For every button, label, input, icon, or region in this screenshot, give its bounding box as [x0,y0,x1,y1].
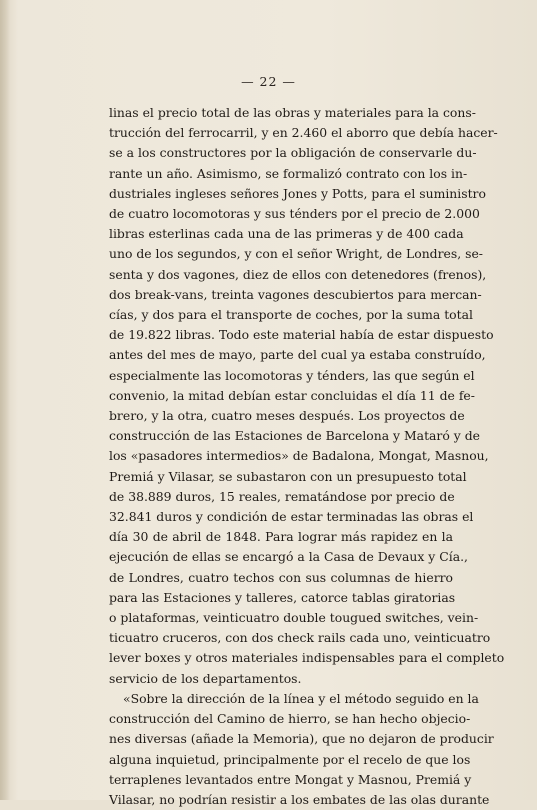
text-line: cías, y dos para el transporte de coches, por la suma total [109,307,473,323]
text-line: de 19.822 libras. Todo este material había de estar dispuesto [109,327,494,343]
text-line: servicio de los departamentos. [109,670,302,686]
text-line: se a los constructores por la obligación de conservarle du- [109,145,477,161]
page-number: — 22 — [241,74,296,89]
text-line: Vilasar, no podrían resistir a los embates de las olas durante [109,791,490,807]
page-gutter-shadow [0,0,10,800]
text-line: trucción del ferrocarril, y en 2.460 el aborro que debía hacer- [109,125,498,141]
text-line: terraplenes levantados entre Mongat y Masnou, Premiá y [109,771,472,787]
text-line: de Londres, cuatro techos con sus columnas de hierro [109,569,453,585]
text-line: de 38.889 duros, 15 reales, rematándose por precio de [109,488,455,504]
text-line: lever boxes y otros materiales indispensables para el completo [109,650,505,666]
text-line: construcción del Camino de hierro, se han hecho objecio- [109,711,471,727]
text-line: brero, y la otra, cuatro meses después. Los proyectos de [109,408,465,424]
text-line: construcción de las Estaciones de Barcelona y Mataró y de [109,428,480,444]
text-line: antes del mes de mayo, parte del cual ya estaba construído, [109,347,486,363]
text-line: día 30 de abril de 1848. Para lograr más rapidez en la [109,529,453,545]
text-line: dustriales ingleses señores Jones y Potts, para el suministro [109,185,486,201]
text-line: senta y dos vagones, diez de ellos con detenedores (frenos), [109,266,487,282]
text-line: «Sobre la dirección de la línea y el método seguido en la [123,690,479,706]
text-line: alguna inquietud, principalmente por el recelo de que los [109,751,471,767]
text-line: ticuatro cruceros, con dos check rails cada uno, veinticuatro [109,630,491,646]
text-line: especialmente las locomotoras y ténders, las que según el [109,367,475,383]
text-line: libras esterlinas cada una de las primeras y de 400 cada [109,226,464,242]
text-line: rante un año. Asimismo, se formalizó contrato con los in- [109,165,468,181]
text-line: linas el precio total de las obras y materiales para la cons- [109,105,476,120]
text-line: de cuatro locomotoras y sus ténders por el precio de 2.000 [109,206,480,222]
text-line: para las Estaciones y talleres, catorce tablas giratorias [109,589,456,605]
text-line: 32.841 duros y condición de estar terminadas las obras el [109,509,474,525]
text-line: dos break-vans, treinta vagones descubiertos para mercan- [109,286,482,302]
text-line: nes diversas (añade la Memoria), que no dejaron de producir [109,731,494,747]
text-line: convenio, la mitad debían estar concluidas el día 11 de fe- [109,387,475,403]
text-line: los «pasadores intermedios» de Badalona, Mongat, Masnou, [109,448,489,464]
text-line: o plataformas, veinticuatro double tougued switches, vein- [109,610,479,626]
text-line: Premiá y Vilasar, se subastaron con un presupuesto total [109,468,467,484]
body-text [109,103,505,810]
text-line: ejecución de ellas se encargó a la Casa de Devaux y Cía., [109,549,468,565]
text-line: uno de los segundos, y con el señor Wright, de Londres, se- [109,246,483,262]
